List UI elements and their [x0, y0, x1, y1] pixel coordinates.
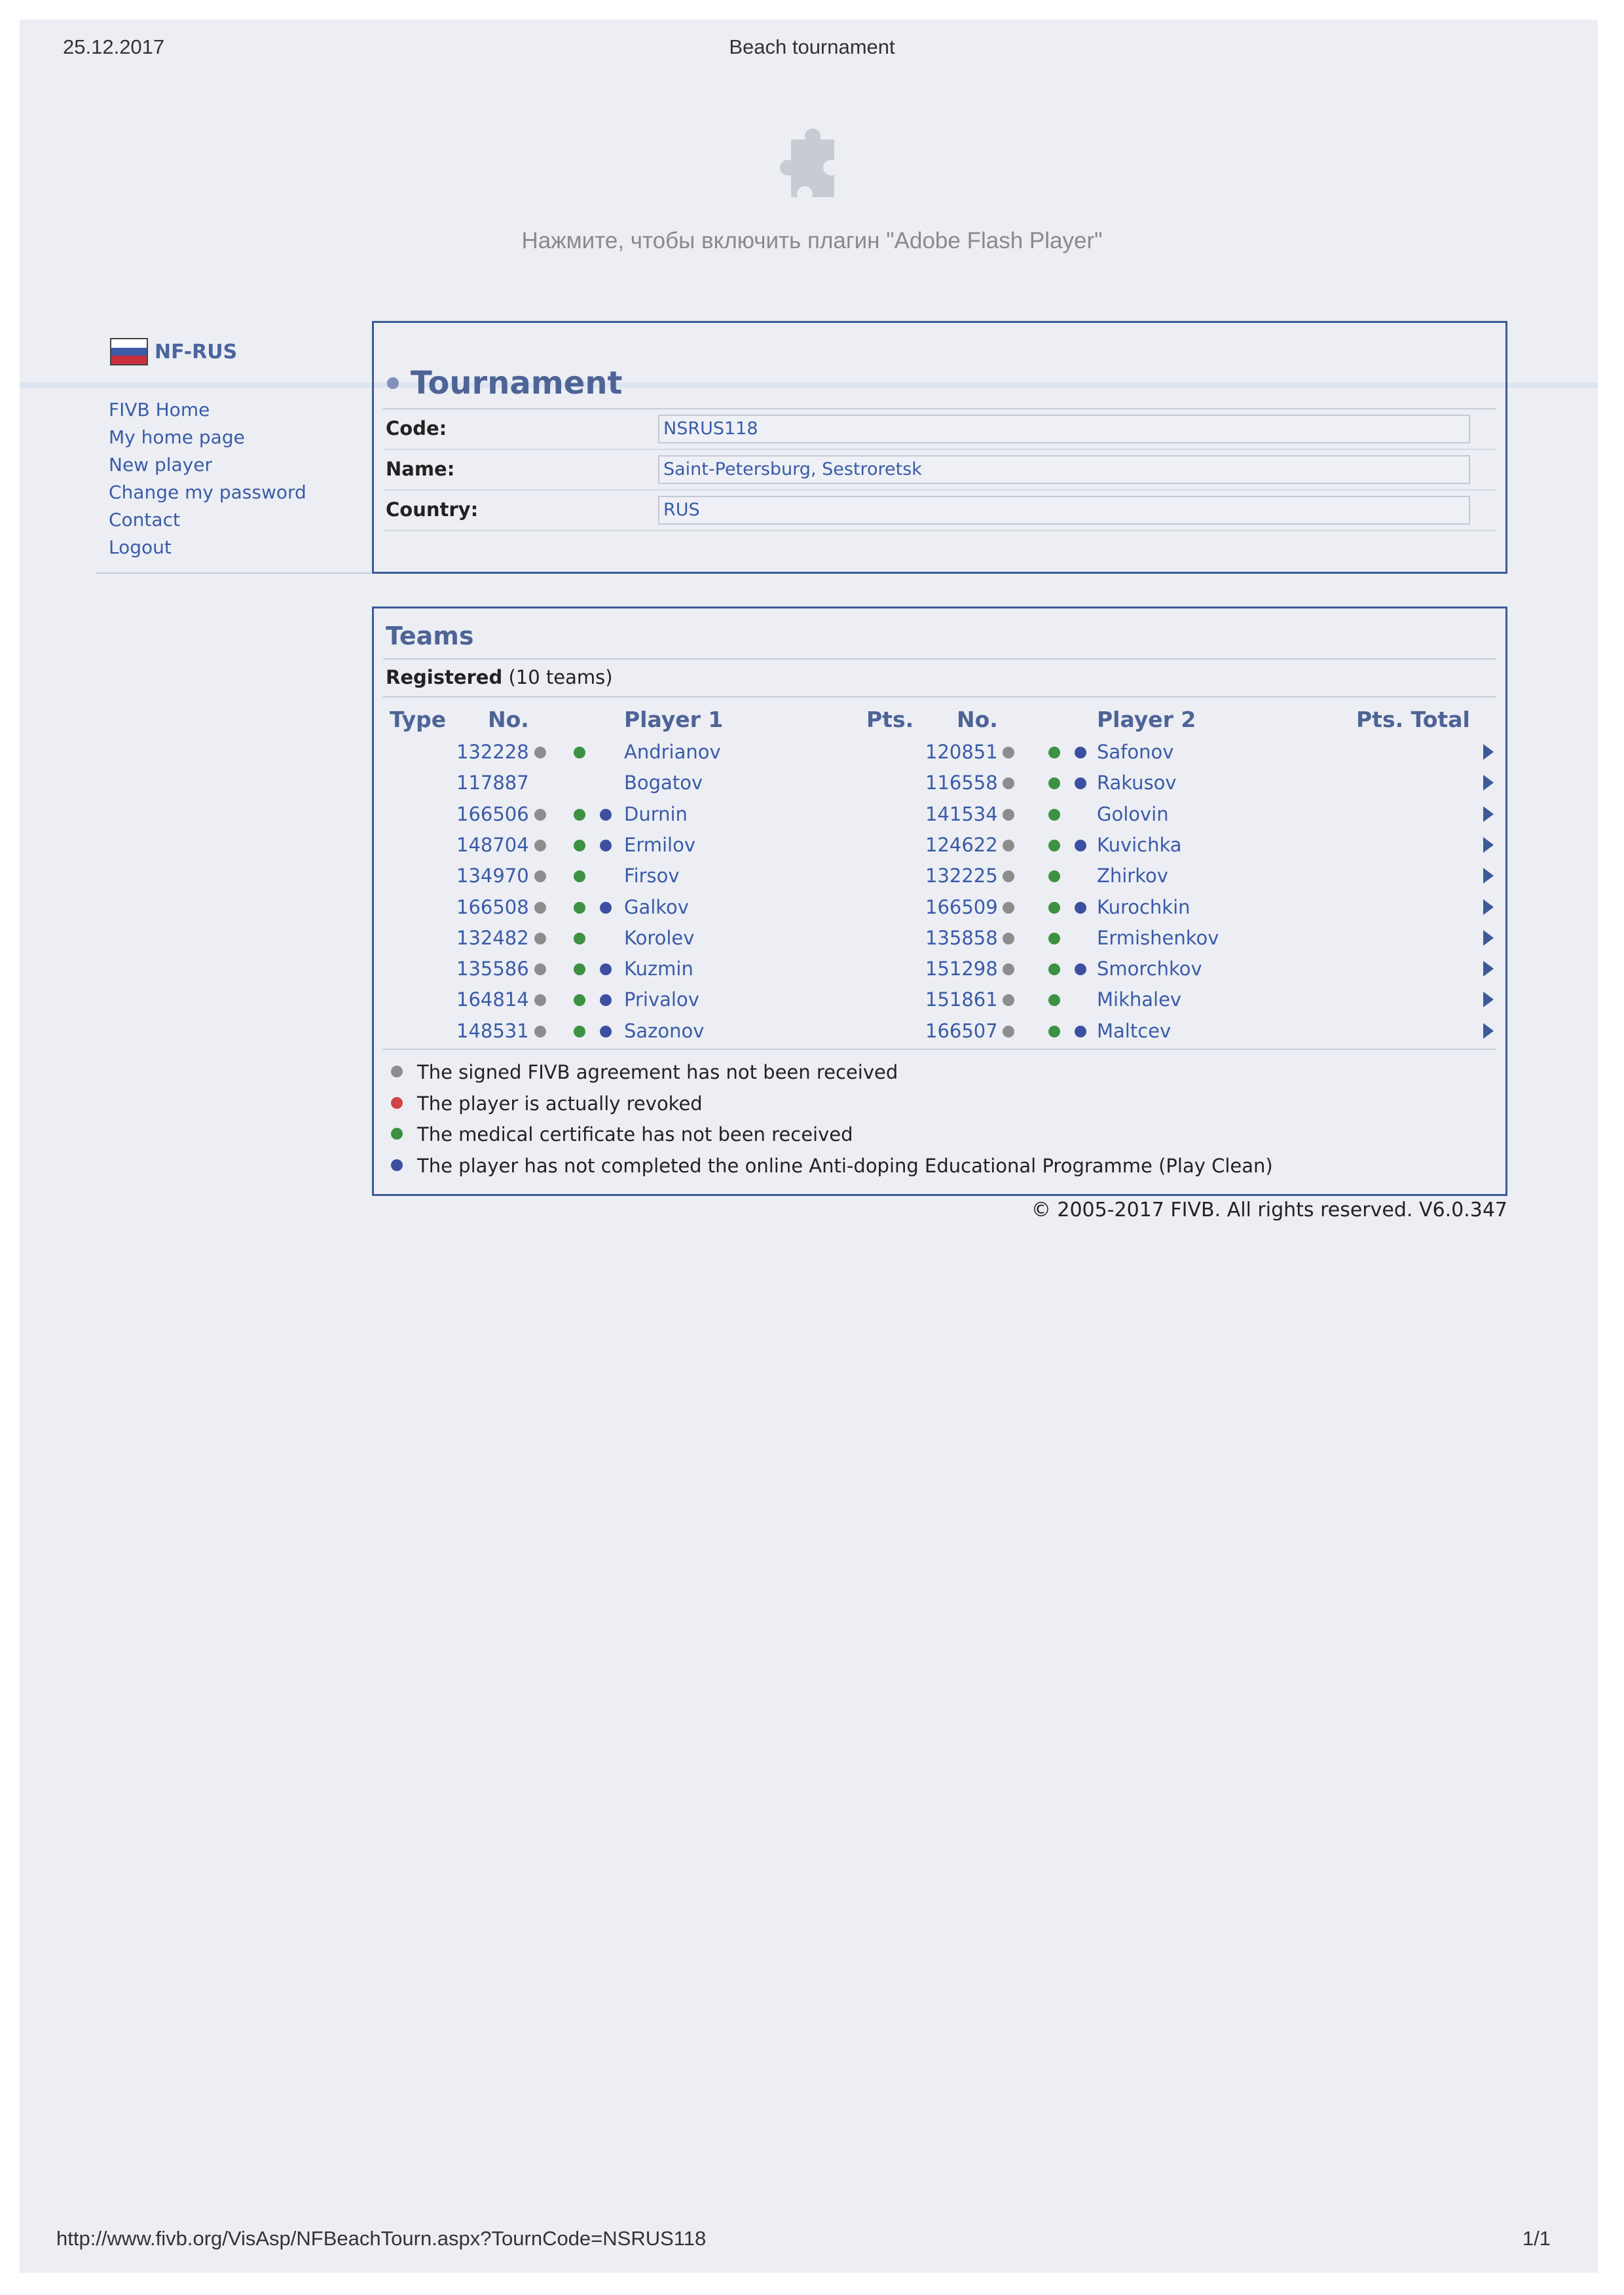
- legend-blue-dot-icon: [391, 1159, 403, 1171]
- status-green-dot-icon: [574, 840, 585, 851]
- team-details-arrow-icon[interactable]: [1483, 744, 1494, 760]
- status-gray-dot-icon: [1003, 777, 1014, 789]
- player1-number: 166506: [456, 802, 529, 825]
- player1-name[interactable]: Durnin: [624, 802, 688, 825]
- status-green-dot-icon: [1048, 747, 1060, 758]
- player2-name[interactable]: Kuvichka: [1097, 833, 1182, 856]
- player1-name[interactable]: Firsov: [624, 865, 680, 887]
- status-gray-dot-icon: [534, 963, 546, 975]
- code-row: [383, 409, 1496, 450]
- sidebar-item-new-player[interactable]: New player: [109, 454, 212, 476]
- status-blue-dot-icon: [600, 902, 612, 914]
- tournament-panel: [372, 321, 1507, 574]
- status-blue-dot-icon: [600, 963, 612, 975]
- sidebar-item-contact[interactable]: Contact: [109, 509, 180, 531]
- status-green-dot-icon: [1048, 809, 1060, 821]
- col-header-no1: No.: [488, 707, 529, 732]
- status-green-dot-icon: [574, 994, 585, 1006]
- status-gray-dot-icon: [1003, 1026, 1014, 1037]
- print-date: 25.12.2017: [63, 35, 165, 58]
- player2-number: 120851: [925, 741, 998, 763]
- name-row: [383, 450, 1496, 491]
- legend-text: The player is actually revoked: [417, 1092, 703, 1115]
- status-green-dot-icon: [1048, 902, 1060, 914]
- legend-green-dot-icon: [391, 1128, 403, 1140]
- team-row[interactable]: [374, 799, 1509, 830]
- player1-name[interactable]: Kuzmin: [624, 958, 693, 980]
- player2-number: 124622: [925, 833, 998, 856]
- status-gray-dot-icon: [534, 809, 546, 821]
- player1-number: 148704: [456, 833, 529, 856]
- player1-name[interactable]: Bogatov: [624, 772, 703, 794]
- status-green-dot-icon: [574, 902, 585, 914]
- status-green-dot-icon: [574, 1026, 585, 1037]
- print-title: Beach tournament: [729, 35, 895, 58]
- status-green-dot-icon: [574, 933, 585, 944]
- status-blue-dot-icon: [1075, 963, 1086, 975]
- player2-name[interactable]: Mikhalev: [1097, 988, 1182, 1011]
- status-green-dot-icon: [574, 809, 585, 821]
- status-blue-dot-icon: [1075, 1026, 1086, 1037]
- player2-name[interactable]: Zhirkov: [1097, 865, 1168, 887]
- registered-label: Registered: [386, 666, 503, 688]
- status-blue-dot-icon: [600, 994, 612, 1006]
- player2-number: 151861: [925, 988, 998, 1011]
- divider: [383, 696, 1496, 698]
- status-green-dot-icon: [1048, 994, 1060, 1006]
- status-gray-dot-icon: [1003, 747, 1014, 758]
- col-header-pts-total: Pts. Total: [1356, 707, 1470, 732]
- federation-label: [110, 338, 237, 365]
- status-gray-dot-icon: [534, 994, 546, 1006]
- player1-name[interactable]: Sazonov: [624, 1019, 705, 1042]
- status-gray-dot-icon: [1003, 963, 1014, 975]
- name-label: Name:: [386, 458, 455, 480]
- registered-count: (10 teams): [508, 666, 613, 688]
- player2-number: 132225: [925, 865, 998, 887]
- legend-item: [374, 1119, 1487, 1150]
- sidebar-menu: [109, 396, 306, 561]
- status-green-dot-icon: [574, 747, 585, 758]
- print-url: http://www.fivb.org/VisAsp/NFBeachTourn.aspx?TournCode=NSRUS118: [56, 2227, 707, 2250]
- status-blue-dot-icon: [1075, 777, 1086, 789]
- team-row[interactable]: [374, 768, 1509, 798]
- team-details-arrow-icon[interactable]: [1483, 837, 1494, 853]
- status-gray-dot-icon: [534, 840, 546, 851]
- status-green-dot-icon: [574, 870, 585, 882]
- status-blue-dot-icon: [1075, 747, 1086, 758]
- status-green-dot-icon: [1048, 870, 1060, 882]
- player2-name[interactable]: Maltcev: [1097, 1019, 1172, 1042]
- team-details-arrow-icon[interactable]: [1483, 775, 1494, 791]
- team-details-arrow-icon[interactable]: [1483, 930, 1494, 946]
- country-field[interactable]: RUS: [658, 496, 1470, 525]
- legend-gray-dot-icon: [391, 1066, 403, 1077]
- status-gray-dot-icon: [534, 747, 546, 758]
- status-blue-dot-icon: [600, 809, 612, 821]
- player2-name[interactable]: Rakusov: [1097, 772, 1177, 794]
- sidebar-item-change-password[interactable]: Change my password: [109, 481, 306, 503]
- team-details-arrow-icon[interactable]: [1483, 992, 1494, 1007]
- player1-number: 132228: [456, 741, 529, 763]
- status-gray-dot-icon: [534, 933, 546, 944]
- player2-name[interactable]: Safonov: [1097, 741, 1174, 763]
- player2-number: 151298: [925, 958, 998, 980]
- status-gray-dot-icon: [534, 902, 546, 914]
- status-green-dot-icon: [1048, 777, 1060, 789]
- registered-summary: [386, 666, 613, 688]
- legend-item: [374, 1151, 1487, 1182]
- status-green-dot-icon: [1048, 933, 1060, 944]
- team-details-arrow-icon[interactable]: [1483, 961, 1494, 977]
- team-row[interactable]: [374, 830, 1509, 861]
- col-header-no2: No.: [957, 707, 998, 732]
- status-blue-dot-icon: [1075, 840, 1086, 851]
- player1-number: 132482: [456, 926, 529, 949]
- player1-name[interactable]: Ermilov: [624, 833, 696, 856]
- status-gray-dot-icon: [1003, 809, 1014, 821]
- name-field[interactable]: Saint-Petersburg, Sestroretsk: [658, 455, 1470, 484]
- player1-name[interactable]: Galkov: [624, 895, 689, 918]
- status-gray-dot-icon: [1003, 840, 1014, 851]
- player2-number: 135858: [925, 926, 998, 949]
- plugin-message[interactable]: Нажмите, чтобы включить плагин "Adobe Flash Player": [521, 228, 1103, 253]
- col-header-player1: Player 1: [624, 707, 724, 732]
- player2-name[interactable]: Smorchkov: [1097, 958, 1202, 980]
- player1-name[interactable]: Privalov: [624, 988, 699, 1011]
- team-row[interactable]: [374, 737, 1509, 768]
- federation-code: NF-RUS: [155, 340, 238, 364]
- copyright: © 2005-2017 FIVB. All rights reserved. V6.0.347: [1031, 1199, 1507, 1222]
- player1-name[interactable]: Korolev: [624, 926, 695, 949]
- team-row[interactable]: [374, 892, 1509, 923]
- puzzle-icon[interactable]: [771, 128, 853, 209]
- teams-panel: [372, 606, 1507, 1196]
- legend-text: The medical certificate has not been received: [417, 1123, 853, 1146]
- team-details-arrow-icon[interactable]: [1483, 806, 1494, 822]
- sidebar-divider: [96, 572, 371, 574]
- legend-text: The signed FIVB agreement has not been received: [417, 1061, 898, 1083]
- status-gray-dot-icon: [1003, 870, 1014, 882]
- sidebar-item-fivb-home[interactable]: FIVB Home: [109, 399, 210, 420]
- status-green-dot-icon: [574, 963, 585, 975]
- teams-heading: Teams: [386, 622, 474, 650]
- status-green-dot-icon: [1048, 840, 1060, 851]
- sidebar-item-logout[interactable]: Logout: [109, 536, 172, 558]
- status-gray-dot-icon: [1003, 933, 1014, 944]
- print-page-number: 1/1: [1522, 2227, 1551, 2250]
- player1-number: 117887: [456, 772, 529, 794]
- status-gray-dot-icon: [1003, 902, 1014, 914]
- tournament-heading: [387, 365, 622, 401]
- legend-item: [374, 1057, 1487, 1088]
- team-details-arrow-icon[interactable]: [1483, 868, 1494, 884]
- player1-number: 135586: [456, 958, 529, 980]
- code-field[interactable]: NSRUS118: [658, 415, 1470, 443]
- status-blue-dot-icon: [1075, 902, 1086, 914]
- divider: [383, 1049, 1496, 1050]
- status-gray-dot-icon: [534, 1026, 546, 1037]
- team-row[interactable]: [374, 984, 1509, 1015]
- status-green-dot-icon: [1048, 1026, 1060, 1037]
- team-details-arrow-icon[interactable]: [1483, 1023, 1494, 1039]
- col-header-player2: Player 2: [1097, 707, 1196, 732]
- status-blue-dot-icon: [600, 1026, 612, 1037]
- player1-number: 148531: [456, 1019, 529, 1042]
- player1-number: 166508: [456, 895, 529, 918]
- player1-name[interactable]: Andrianov: [624, 741, 721, 763]
- legend-red-dot-icon: [391, 1097, 403, 1109]
- player2-name[interactable]: Ermishenkov: [1097, 926, 1219, 949]
- code-label: Code:: [386, 417, 447, 439]
- team-row[interactable]: [374, 954, 1509, 984]
- legend-text: The player has not completed the online Anti-doping Educational Programme (Play Clean): [417, 1154, 1273, 1177]
- team-details-arrow-icon[interactable]: [1483, 899, 1494, 915]
- team-row[interactable]: [374, 923, 1509, 954]
- status-green-dot-icon: [1048, 963, 1060, 975]
- tournament-heading-text: Tournament: [411, 365, 623, 401]
- status-gray-dot-icon: [534, 870, 546, 882]
- country-row: [383, 491, 1496, 531]
- col-header-pts1: Pts.: [866, 707, 914, 732]
- player1-number: 134970: [456, 865, 529, 887]
- col-header-type: Type: [390, 707, 447, 732]
- team-row[interactable]: [374, 1016, 1509, 1047]
- player2-name[interactable]: Kurochkin: [1097, 895, 1190, 918]
- player2-number: 166509: [925, 895, 998, 918]
- player2-name[interactable]: Golovin: [1097, 802, 1169, 825]
- bullet-icon: [387, 377, 399, 389]
- country-label: Country:: [386, 498, 479, 521]
- status-blue-dot-icon: [600, 840, 612, 851]
- player1-number: 164814: [456, 988, 529, 1011]
- russia-flag-icon: [110, 338, 148, 365]
- player2-number: 166507: [925, 1019, 998, 1042]
- player2-number: 141534: [925, 802, 998, 825]
- team-row[interactable]: [374, 861, 1509, 891]
- sidebar-item-my-home-page[interactable]: My home page: [109, 426, 245, 448]
- legend-item: [374, 1089, 1487, 1119]
- player2-number: 116558: [925, 772, 998, 794]
- divider: [383, 658, 1496, 660]
- status-gray-dot-icon: [1003, 994, 1014, 1006]
